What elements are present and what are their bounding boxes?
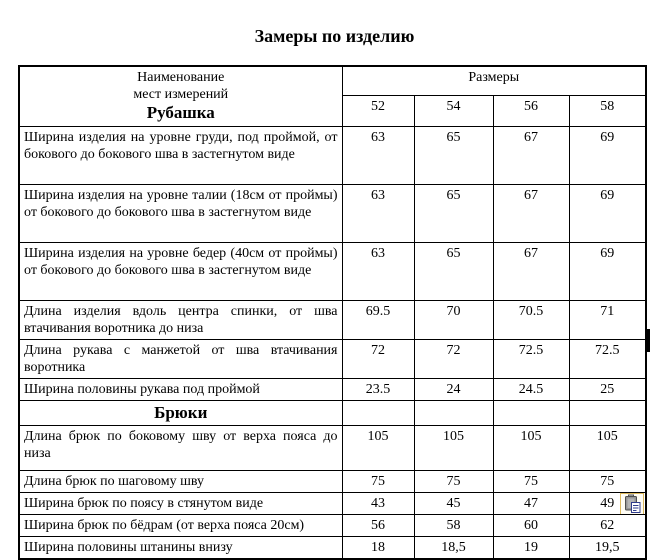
measurement-label-cell[interactable]: Длина брюк по шаговому шву: [19, 471, 342, 493]
value-cell[interactable]: [414, 471, 493, 493]
value-cell[interactable]: [414, 515, 493, 537]
table-row: [19, 537, 646, 560]
value-cell[interactable]: [342, 426, 414, 471]
size-column-56[interactable]: 56: [493, 96, 569, 127]
table-row: [19, 493, 646, 515]
value-text: 58: [446, 518, 461, 533]
value-text: 69.5: [365, 304, 391, 319]
value-text: 67: [524, 130, 538, 145]
table-row: [19, 243, 646, 301]
value-cell[interactable]: [342, 185, 414, 243]
table-row: [19, 340, 646, 379]
value-text: 70.5: [518, 304, 544, 319]
value-text: 105: [596, 429, 618, 444]
value-cell[interactable]: [569, 340, 646, 379]
value-text: 25: [600, 382, 615, 397]
value-text: 49: [600, 496, 615, 511]
value-cell[interactable]: [493, 537, 569, 560]
value-cell[interactable]: [414, 243, 493, 301]
value-cell[interactable]: [342, 379, 414, 401]
measurement-label-cell[interactable]: Ширина изделия на уровне бедер (40см от проймы) от бокового до бокового шва в застегнутом виде: [19, 243, 342, 301]
value-text: 65: [446, 188, 461, 203]
value-text: 18: [371, 540, 385, 555]
table-row: [19, 379, 646, 401]
value-text: 70: [446, 304, 461, 319]
value-cell[interactable]: [342, 515, 414, 537]
value-cell[interactable]: [414, 401, 493, 426]
value-cell[interactable]: [569, 426, 646, 471]
value-cell[interactable]: [569, 379, 646, 401]
section-pants-label[interactable]: [19, 401, 342, 426]
table-row: [19, 185, 646, 243]
section-label-text: Брюки: [154, 403, 208, 422]
value-text: 75: [446, 474, 461, 489]
measurement-label-cell[interactable]: Ширина брюк по поясу в стянутом виде: [19, 493, 342, 515]
value-cell[interactable]: [569, 243, 646, 301]
value-cell[interactable]: [414, 426, 493, 471]
value-text: 65: [446, 246, 461, 261]
value-cell[interactable]: [493, 379, 569, 401]
value-text: 75: [524, 474, 538, 489]
value-cell[interactable]: [342, 471, 414, 493]
value-cell[interactable]: [414, 379, 493, 401]
text-cursor: [646, 329, 650, 352]
value-text: 69: [600, 188, 615, 203]
table-row: [19, 301, 646, 340]
value-cell[interactable]: [342, 243, 414, 301]
value-cell[interactable]: [569, 301, 646, 340]
value-cell[interactable]: [569, 493, 646, 515]
page-title[interactable]: Замеры по изделию: [254, 26, 415, 46]
value-text: 24.5: [518, 382, 544, 397]
value-text: 63: [371, 246, 385, 261]
value-text: 65: [446, 130, 461, 145]
table-row: [19, 127, 646, 185]
value-text: 105: [443, 429, 464, 444]
value-text: 56: [371, 518, 385, 533]
value-text: 19: [524, 540, 538, 555]
value-cell[interactable]: [493, 185, 569, 243]
header-row: [19, 66, 646, 96]
measurement-label-cell[interactable]: Длина изделия вдоль центра спинки, от шва втачивания воротника до низа: [19, 301, 342, 340]
table-row: [19, 426, 646, 471]
value-cell[interactable]: [414, 493, 493, 515]
value-text: 45: [446, 496, 461, 511]
measurement-label-cell[interactable]: Длина брюк по боковому шву от верха пояса до низа: [19, 426, 342, 471]
measurement-label-cell[interactable]: Ширина половины рукава под проймой: [19, 379, 342, 401]
value-cell[interactable]: [414, 185, 493, 243]
value-text: 72.5: [595, 343, 620, 358]
value-cell[interactable]: [342, 301, 414, 340]
value-cell[interactable]: [342, 537, 414, 560]
value-cell[interactable]: [493, 340, 569, 379]
value-text: 18,5: [441, 540, 466, 555]
value-text: 72.5: [518, 343, 544, 358]
value-text: 62: [600, 518, 615, 533]
table-row: [19, 515, 646, 537]
paste-options-icon[interactable]: [620, 493, 644, 515]
value-cell[interactable]: [569, 401, 646, 426]
value-cell[interactable]: [342, 127, 414, 185]
value-text: 71: [600, 304, 615, 319]
value-cell[interactable]: [493, 243, 569, 301]
section-row: [19, 401, 646, 426]
measurement-label-cell[interactable]: Длина рукава с манжетой от шва втачивания воротника: [19, 340, 342, 379]
value-text: 72: [446, 343, 461, 358]
table-row: [19, 471, 646, 493]
value-cell[interactable]: [493, 127, 569, 185]
value-cell[interactable]: [342, 493, 414, 515]
value-cell[interactable]: [493, 471, 569, 493]
value-cell[interactable]: [414, 301, 493, 340]
value-text: 23.5: [365, 382, 391, 397]
value-cell[interactable]: [414, 127, 493, 185]
value-cell[interactable]: [414, 537, 493, 560]
size-column-58[interactable]: 58: [569, 96, 646, 127]
value-text: 67: [524, 188, 538, 203]
header-name-line2: мест измерений: [133, 87, 229, 102]
value-cell[interactable]: [493, 515, 569, 537]
value-text: 19,5: [595, 540, 620, 555]
value-text: 75: [371, 474, 385, 489]
value-cell[interactable]: [569, 537, 646, 560]
value-text: 75: [600, 474, 615, 489]
measurement-label-cell[interactable]: Ширина изделия на уровне груди, под проймой, от бокового до бокового шва в застегнутом виде: [19, 127, 342, 185]
value-cell[interactable]: [342, 340, 414, 379]
value-text: 69: [600, 246, 615, 261]
size-column-54[interactable]: 54: [414, 96, 493, 127]
value-cell[interactable]: [493, 493, 569, 515]
header-sizes-label[interactable]: Размеры: [342, 66, 646, 96]
value-text: 24: [446, 382, 461, 397]
value-cell[interactable]: [493, 301, 569, 340]
section-shirt-label: Рубашка: [146, 103, 215, 122]
value-cell[interactable]: [342, 401, 414, 426]
value-text: 105: [520, 429, 542, 444]
value-cell[interactable]: [569, 471, 646, 493]
value-text: 43: [371, 496, 385, 511]
value-text: 105: [367, 429, 389, 444]
value-cell[interactable]: [414, 340, 493, 379]
value-text: 47: [524, 496, 538, 511]
size-column-52[interactable]: 52: [342, 96, 414, 127]
measurement-label-cell[interactable]: Ширина половины штанины внизу: [19, 537, 342, 560]
value-cell[interactable]: [493, 401, 569, 426]
value-cell[interactable]: [569, 185, 646, 243]
value-text: 60: [524, 518, 538, 533]
measurements-table: [18, 65, 647, 560]
value-cell[interactable]: [569, 127, 646, 185]
measurement-label-cell[interactable]: Ширина брюк по бёдрам (от верха пояса 20см): [19, 515, 342, 537]
value-cell[interactable]: [493, 426, 569, 471]
header-name-line1: Наименование: [137, 70, 225, 85]
value-text: 63: [371, 130, 385, 145]
measurement-label-cell[interactable]: Ширина изделия на уровне талии (18см от проймы) от бокового до бокового шва в застегнутом виде: [19, 185, 342, 243]
value-text: 72: [371, 343, 385, 358]
value-cell[interactable]: [569, 515, 646, 537]
value-text: 67: [524, 246, 538, 261]
header-name-cell[interactable]: [19, 66, 342, 127]
value-text: 69: [600, 130, 615, 145]
value-text: 63: [371, 188, 385, 203]
